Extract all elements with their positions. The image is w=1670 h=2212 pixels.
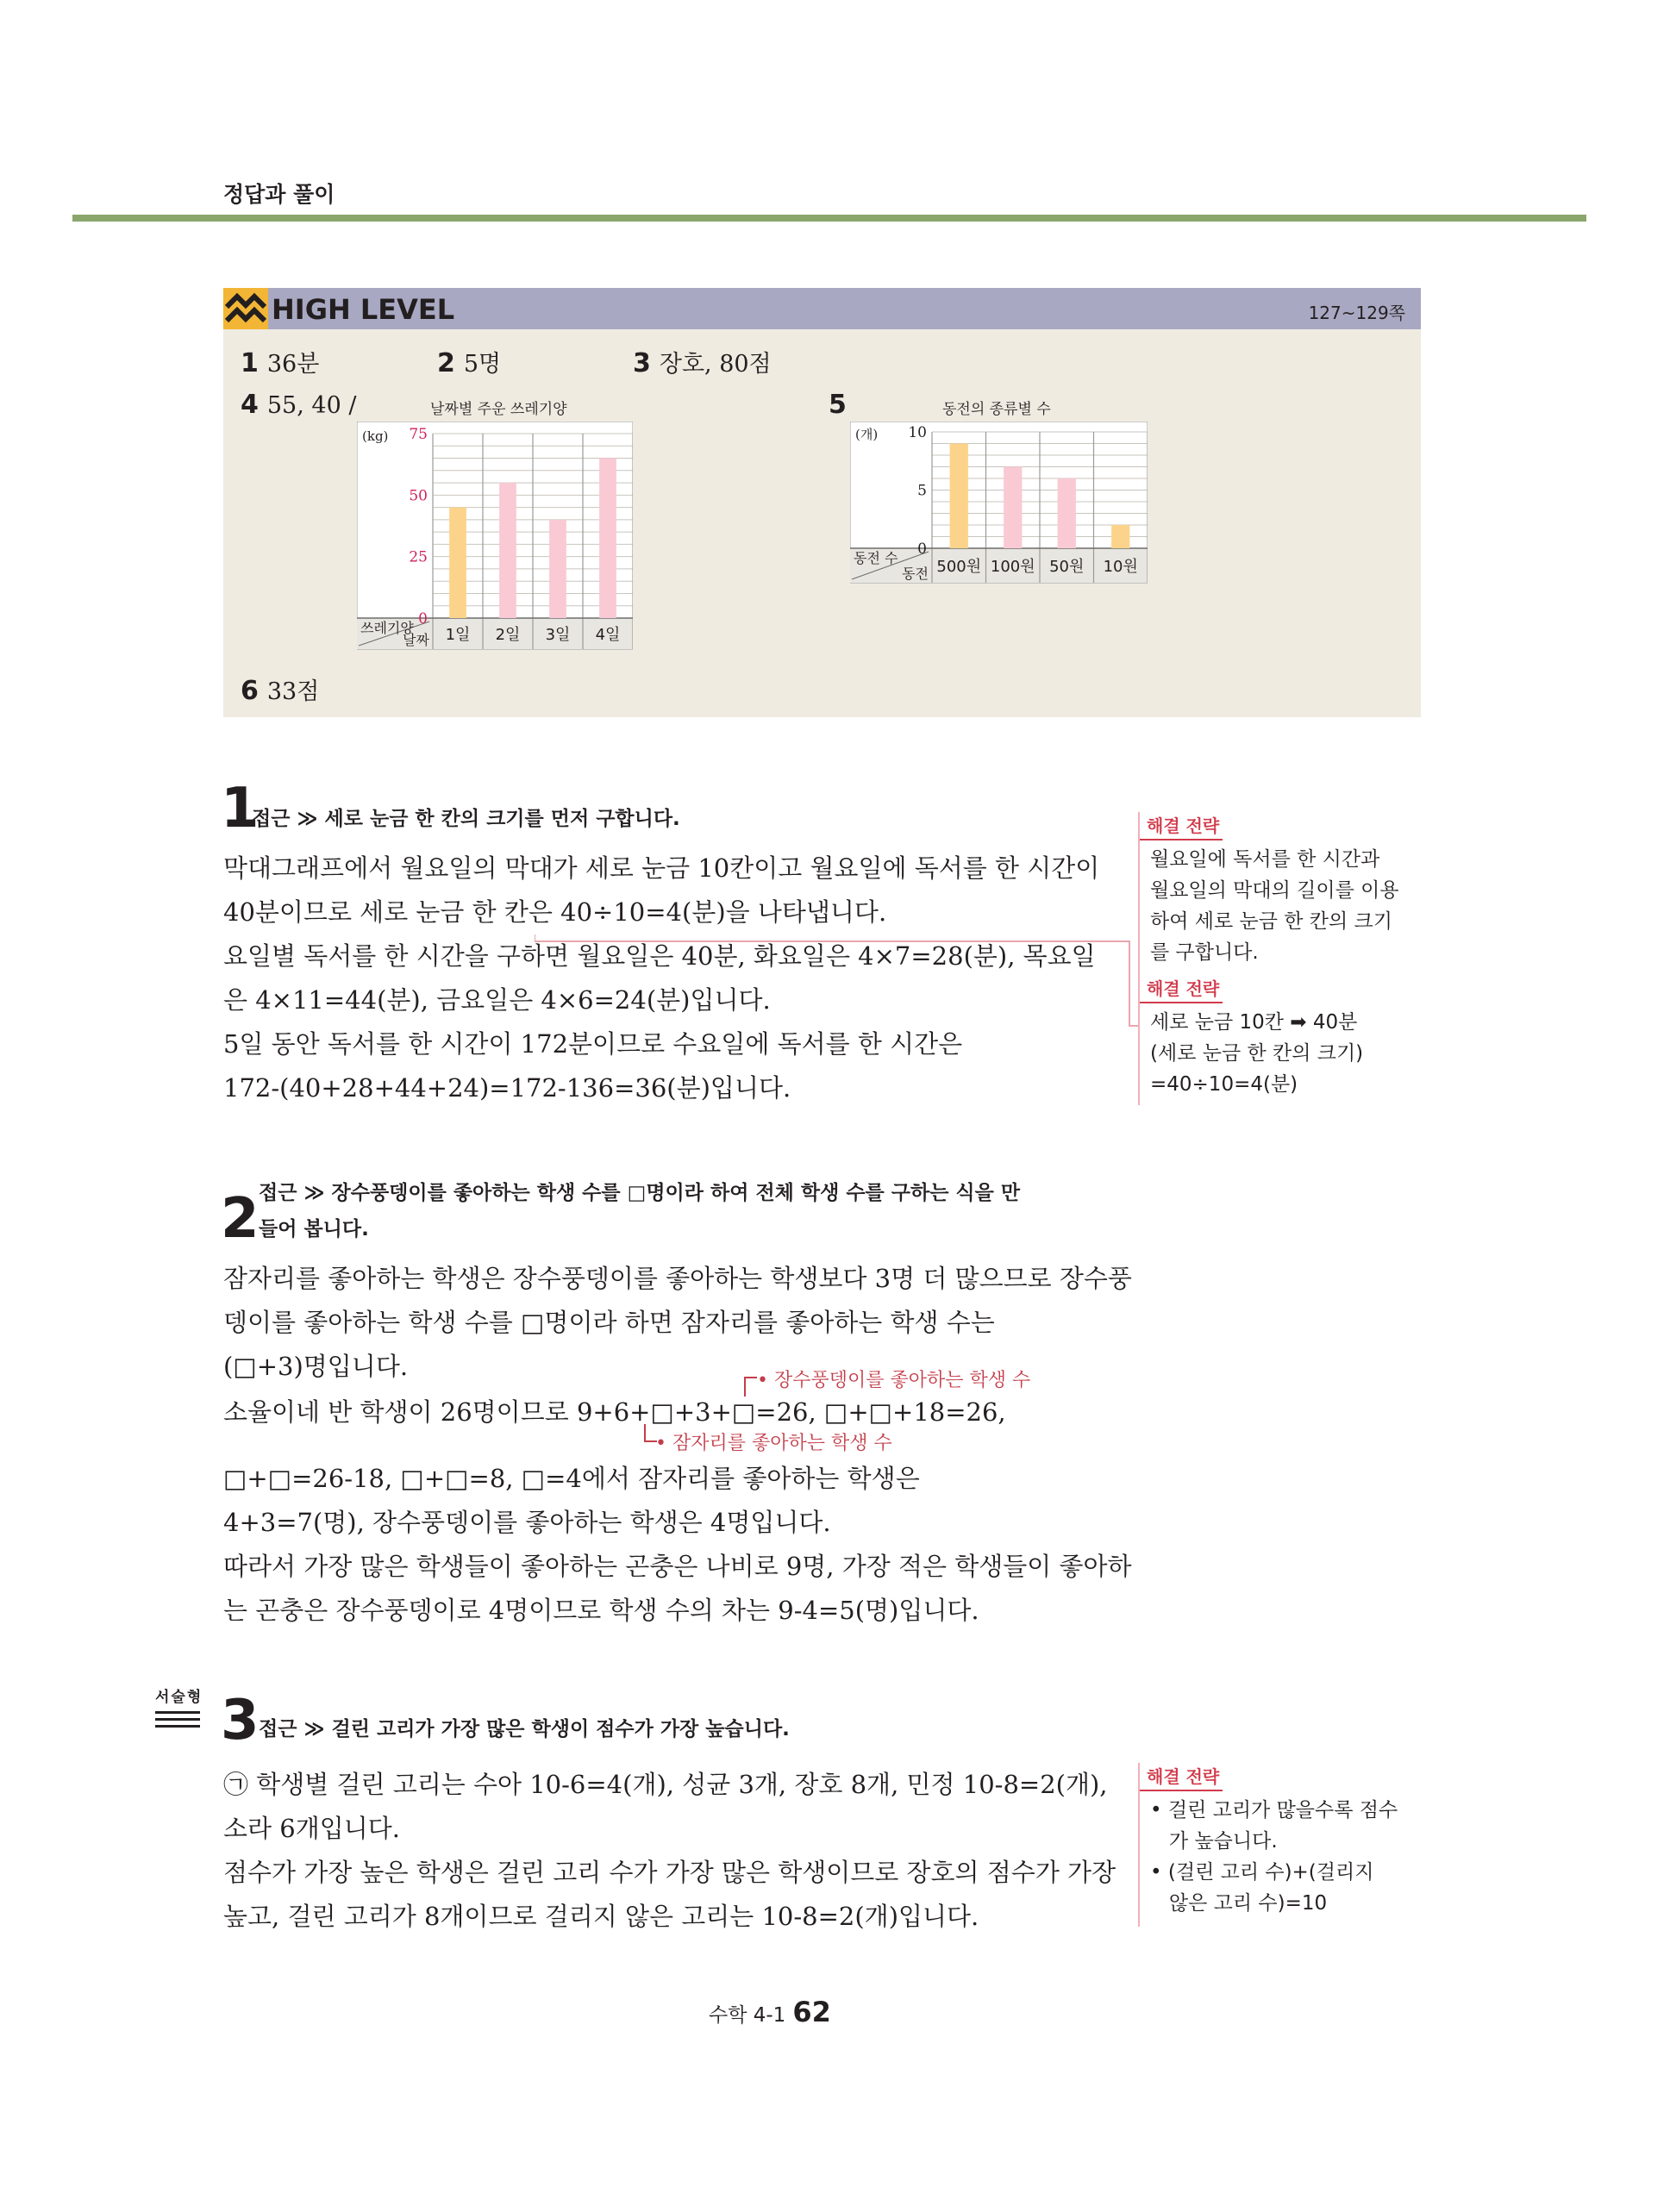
strategy-line: 세로 눈금 10칸 ➡ 40분 (1150, 1011, 1358, 1034)
footer-label: 수학 4-1 (709, 2004, 786, 2027)
leader-line (535, 922, 1155, 1043)
answer-number: 4 (241, 390, 259, 420)
problem-3-approach: 접근 ≫ 걸린 고리가 가장 많은 학생이 점수가 가장 높습니다. (259, 1718, 790, 1740)
answer-2 (437, 345, 501, 378)
answer-box (223, 288, 1421, 717)
y-axis-unit: (kg) (362, 428, 389, 444)
answer-3 (633, 345, 772, 378)
bar-2 (1004, 467, 1022, 549)
annotation-dragonfly-count: • 잠자리를 좋아하는 학생 수 (655, 1433, 892, 1454)
strategy-line: • 걸린 고리가 많을수록 점수 (1150, 1799, 1398, 1821)
bar-1 (449, 508, 466, 618)
answer-1 (241, 345, 319, 378)
answer-5 (829, 390, 855, 420)
chart-frame (357, 422, 633, 649)
badge-line (155, 1725, 200, 1728)
problem-2-approach-line-2: 들어 봅니다. (259, 1218, 369, 1240)
problem-2-number: 2 (221, 1187, 260, 1251)
answer-banner (223, 288, 1421, 329)
solution-line: 소라 6개입니다. (223, 1814, 400, 1843)
strategy-tag: 해결 전략 (1140, 975, 1223, 1003)
strategy-line: (세로 눈금 한 칸의 크기) (1150, 1042, 1364, 1065)
x-tick-label: 10원 (1103, 558, 1138, 576)
strategy-line: 하여 세로 눈금 한 칸의 크기 (1150, 910, 1392, 933)
strategy-line: 월요일에 독서를 한 시간과 (1150, 848, 1380, 871)
strategy-line: • (걸린 고리 수)+(걸리지 (1150, 1861, 1374, 1884)
answer-text: 장호, 80점 (659, 351, 772, 378)
corner-label-bottom: 동전 (902, 565, 929, 582)
x-tick-label: 100원 (990, 558, 1035, 576)
strategy-tag: 해결 전략 (1140, 1763, 1223, 1791)
page-footer (709, 1996, 831, 2028)
y-tick-label: 5 (917, 482, 927, 500)
solution-line: 점수가 가장 높은 학생은 걸린 고리 수가 가장 많은 학생이므로 장호의 점수가 가장 (223, 1858, 1116, 1887)
strategy-line: 않은 고리 수)=10 (1150, 1892, 1328, 1915)
answer-number: 5 (829, 390, 847, 420)
strategy-line: 가 높습니다. (1150, 1830, 1278, 1853)
essay-badge-label: 서술형 (155, 1689, 203, 1706)
annotation-beetle-count: • 장수풍뎅이를 좋아하는 학생 수 (757, 1370, 1031, 1391)
solution-line: 172-(40+28+44+24)=172-136=36(분)입니다. (223, 1073, 791, 1103)
solution-line: 소율이네 반 학생이 26명이므로 9+6+□+3+□=26, □+□+18=26, (223, 1397, 1006, 1427)
bar-1 (950, 444, 968, 549)
x-tick-label: 2일 (495, 626, 521, 644)
solution-line: 은 4×11=44(분), 금요일은 4×6=24(분)입니다. (223, 985, 771, 1015)
solution-line: 높고, 걸린 고리가 8개이므로 걸리지 않은 고리는 10-8=2(개)입니다. (223, 1902, 979, 1931)
strategy-tag: 해결 전략 (1140, 812, 1223, 840)
strategy-line: 월요일의 막대의 길이를 이용 (1150, 879, 1399, 902)
solution-line: (□+3)명입니다. (223, 1352, 409, 1381)
chart2-title: 동전의 종류별 수 (942, 401, 1051, 418)
solution-line: □+□=26-18, □+□=8, □=4에서 잠자리를 좋아하는 학생은 (223, 1464, 920, 1493)
bar-2 (499, 483, 516, 618)
problem-1-strategy (1138, 812, 1433, 1105)
y-tick-label: 50 (409, 487, 428, 505)
banner-pages: 127~129쪽 (1308, 303, 1405, 323)
badge-line (155, 1711, 200, 1714)
corner-label-top: 쓰레기양 (360, 620, 414, 636)
solution-line: 잠자리를 좋아하는 학생은 장수풍뎅이를 좋아하는 학생보다 3명 더 많으므로 장수풍 (223, 1264, 1132, 1293)
solution-line: 4+3=7(명), 장수풍뎅이를 좋아하는 학생은 4명입니다. (223, 1508, 831, 1537)
solution-line: 따라서 가장 많은 학생들이 좋아하는 곤충은 나비로 9명, 가장 적은 학생들이 좋아하 (223, 1552, 1132, 1581)
answer-number: 3 (633, 348, 651, 378)
answer-number: 2 (437, 348, 455, 378)
x-tick-label: 3일 (545, 626, 571, 644)
problem-2-approach-line-1: 접근 ≫ 장수풍뎅이를 좋아하는 학생 수를 □명이라 하여 전체 학생 수를 구하는 식을 만 (259, 1182, 1021, 1204)
answer-text: 33점 (266, 678, 320, 705)
y-axis-unit: (개) (855, 427, 879, 442)
annotation-text: 장수풍뎅이를 좋아하는 학생 수 (773, 1370, 1031, 1391)
y-tick-label: 0 (917, 541, 927, 558)
y-tick-label: 75 (409, 426, 428, 443)
solution-line: ㉠ 학생별 걸린 고리는 수아 10-6=4(개), 성균 3개, 장호 8개, 민정 10-8=2(개), (223, 1770, 1108, 1799)
chart-garbage-by-day (357, 422, 633, 650)
chart-coins-by-type (850, 422, 1148, 587)
solution-line: 요일별 독서를 한 시간을 구하면 월요일은 40분, 화요일은 4×7=28(분), 목요일 (223, 941, 1096, 971)
answer-number: 1 (241, 348, 259, 378)
answer-4 (241, 390, 356, 420)
x-tick-label: 4일 (595, 626, 621, 644)
solution-line: 뎅이를 좋아하는 학생 수를 □명이라 하면 잠자리를 좋아하는 학생 수는 (223, 1308, 995, 1337)
page-number: 62 (792, 1996, 831, 2028)
answer-number: 6 (241, 676, 259, 706)
essay-badge (155, 1684, 212, 1728)
annotation-text: 잠자리를 좋아하는 학생 수 (672, 1433, 892, 1454)
chart1-title: 날짜별 주운 쓰레기양 (430, 401, 567, 418)
x-tick-label: 1일 (445, 626, 471, 644)
problem-1-approach: 접근 ≫ 세로 눈금 한 칸의 크기를 먼저 구합니다. (252, 808, 680, 830)
problem-1-number: 1 (221, 777, 260, 840)
problem-3-number: 3 (221, 1689, 260, 1753)
answer-text: 5명 (463, 351, 502, 378)
chevron-badge-icon (223, 288, 268, 329)
y-tick-label: 25 (409, 548, 428, 566)
strategy-line: 를 구합니다. (1150, 941, 1259, 964)
answer-text: 36분 (266, 351, 320, 378)
bar-3 (549, 520, 566, 618)
solution-line: 40분이므로 세로 눈금 한 칸은 40÷10=4(분)을 나타냅니다. (223, 897, 887, 927)
corner-label-bottom: 날짜 (403, 632, 429, 648)
x-tick-label: 50원 (1049, 558, 1085, 576)
answer-6 (241, 672, 319, 706)
banner-title: HIGH LEVEL (272, 293, 455, 326)
page-header-title: 정답과 풀이 (223, 182, 335, 207)
bar-4 (599, 459, 616, 618)
answer-text: 55, 40 / (266, 392, 357, 419)
x-tick-label: 500원 (936, 558, 982, 576)
bar-4 (1111, 525, 1129, 548)
solution-line: 는 곤충은 장수풍뎅이로 4명이므로 학생 수의 차는 9-4=5(명)입니다. (223, 1596, 979, 1625)
strategy-line: =40÷10=4(분) (1150, 1073, 1298, 1096)
y-tick-label: 10 (908, 424, 927, 441)
corner-label-top: 동전 수 (854, 550, 898, 566)
problem-3-strategy (1138, 1763, 1433, 1927)
solution-line: 5일 동안 독서를 한 시간이 172분이므로 수요일에 독서를 한 시간은 (223, 1029, 963, 1059)
badge-line (155, 1718, 200, 1721)
solution-line: 막대그래프에서 월요일의 막대가 세로 눈금 10칸이고 월요일에 독서를 한 시간이 (223, 853, 1100, 883)
bar-3 (1058, 478, 1076, 548)
y-tick-label: 0 (418, 610, 428, 628)
header-rule (72, 215, 1586, 222)
